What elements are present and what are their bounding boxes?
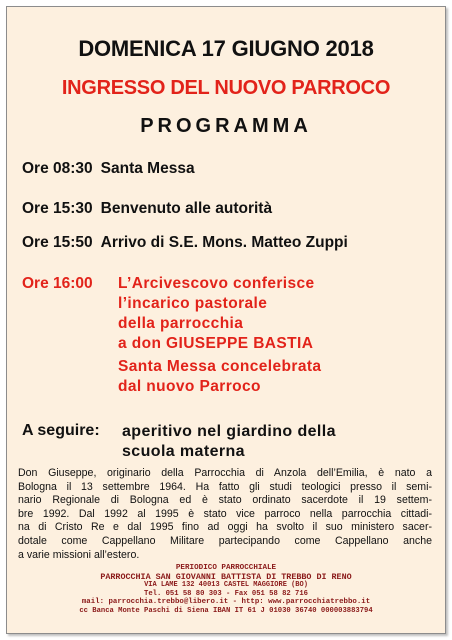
parish-footer	[70, 564, 382, 616]
biography-line: bre 1992. Dal 1992 al 1995 è stato vice parroco nella parrocchia cittadi-	[18, 507, 432, 520]
following-text	[122, 422, 336, 462]
biography-line: na di Cristo Re e dal 1995 fino ad oggi ha svolto il suo ministero sacer-	[18, 521, 432, 534]
event-date-title: DOMENICA 17 GIUGNO 2018	[78, 36, 374, 61]
schedule-item-1600	[22, 275, 93, 293]
schedule-item-1530	[22, 200, 272, 218]
schedule-item-0830	[22, 160, 195, 178]
biography-line: Bologna il 13 settembre 1964. Ha fatto gli studi teologici presso il semi-	[18, 480, 432, 493]
footer-contacts: mail: parrocchia.trebbo@libero.it - http: www.parrocchiatrebbo.it	[81, 598, 371, 607]
biography-line: dotale come Cappellano Militare partecipando come Cappellano anche	[18, 534, 432, 547]
schedule-time: Ore 15:50	[22, 234, 93, 251]
footer-address: VIA LAME 132 40013 CASTEL MAGGIORE (BO)	[144, 581, 308, 590]
concelebration-text	[118, 357, 321, 397]
installation-line: l’incarico pastorale	[118, 295, 268, 312]
footer-periodical: PERIODICO PARROCCHIALE	[175, 564, 277, 572]
schedule-item-1550	[22, 234, 348, 252]
schedule-time: Ore 15:30	[22, 200, 93, 217]
schedule-time: Ore 16:00	[22, 275, 93, 292]
installation-line: della parrocchia	[118, 315, 244, 332]
schedule-desc: Benvenuto alle autorità	[100, 200, 273, 217]
biography-line: a varie missioni all’estero.	[18, 548, 140, 561]
program-heading: PROGRAMMA	[140, 115, 312, 137]
schedule-desc: Arrivo di S.E. Mons. Matteo Zuppi	[100, 234, 348, 251]
biography-paragraph	[18, 467, 432, 562]
schedule-desc: Santa Messa	[100, 160, 195, 177]
installation-text	[118, 274, 315, 354]
footer-phone: Tel. 051 58 80 303 - Fax 051 58 82 716	[144, 589, 308, 598]
footer-parish-name: PARROCCHIA SAN GIOVANNI BATTISTA DI TREBBO DI RENO	[100, 571, 352, 582]
biography-line: nario Regionale di Bologna ed è stato ordinato sacerdote il 19 settem-	[18, 494, 432, 507]
following-line: scuola materna	[122, 443, 245, 460]
installation-line: a don GIUSEPPE BASTIA	[118, 335, 314, 352]
biography-line: Don Giuseppe, originario della Parrocchia di Anzola dell’Emilia, è nato a	[18, 467, 432, 479]
event-subtitle: INGRESSO DEL NUOVO PARROCO	[61, 77, 391, 99]
concelebration-line: dal nuovo Parroco	[118, 378, 261, 395]
following-line: aperitivo nel giardino della	[122, 423, 336, 440]
installation-line: L’Arcivescovo conferisce	[118, 275, 315, 292]
schedule-time: Ore 08:30	[22, 160, 93, 177]
following-label: A seguire:	[22, 422, 100, 439]
footer-bank: cc Banca Monte Paschi di Siena IBAN IT 61 J 01030 36740 000003883794	[79, 606, 373, 615]
concelebration-line: Santa Messa concelebrata	[118, 358, 322, 375]
